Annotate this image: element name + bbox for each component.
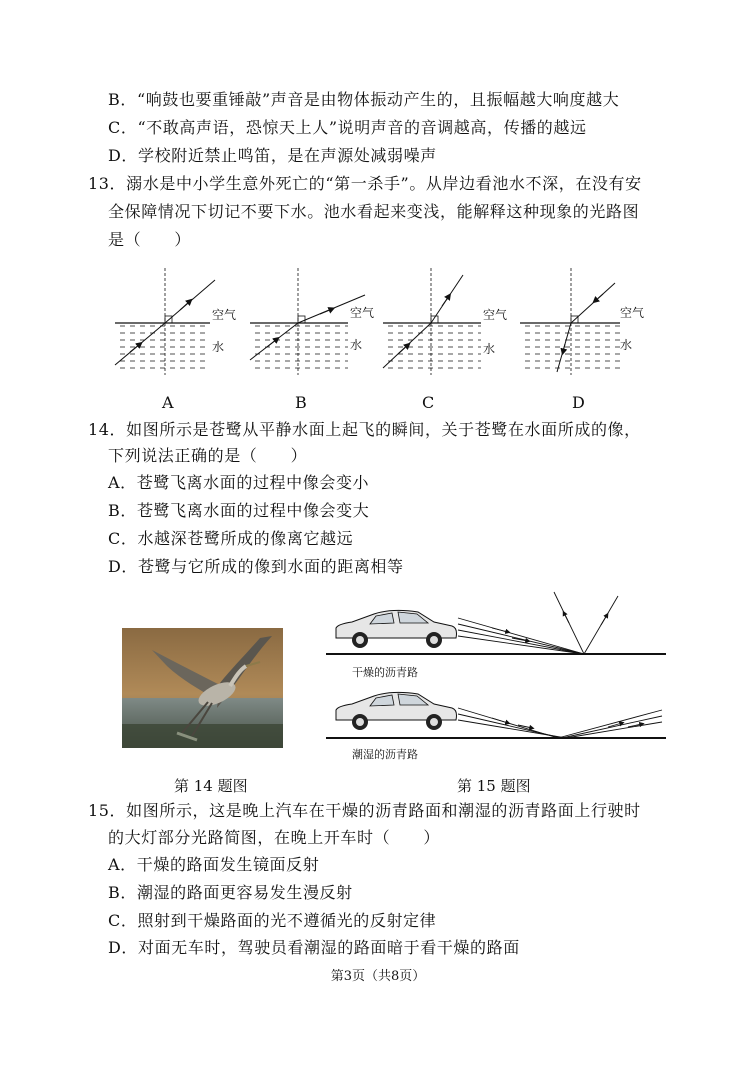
q13-stem-line1: 13．溺水是中小学生意外死亡的“第一杀手”。从岸边看池水不深，在没有安 xyxy=(88,174,642,193)
dry-road-label: 干燥的沥青路 xyxy=(352,666,418,679)
q14-option-a: A．苍鹭飞离水面的过程中像会变小 xyxy=(108,473,370,492)
q13-label-a: A xyxy=(162,393,175,412)
q14-stem-line1: 14．如图所示是苍鹭从平静水面上起飞的瞬间，关于苍鹭在水面所成的像， xyxy=(88,420,641,439)
q13-c-air-label: 空气 xyxy=(483,308,508,322)
figure-14-caption: 第 14 题图 xyxy=(174,777,248,795)
q13-a-water-label: 水 xyxy=(212,340,225,354)
q13-diagram-d xyxy=(515,260,645,385)
q13-d-water-label: 水 xyxy=(620,338,633,352)
q12-option-c: C．“不敢高声语，恐惊天上人”说明声音的音调越高，传播的越远 xyxy=(108,118,587,137)
q13-label-b: B xyxy=(295,393,308,412)
car-icon-top xyxy=(336,610,457,648)
q15-stem-line1: 15．如图所示，这是晚上汽车在干燥的沥青路面和潮湿的沥青路面上行驶时 xyxy=(88,801,641,820)
page-footer: 第3页（共8页） xyxy=(330,969,426,984)
q13-diagram-b xyxy=(245,260,375,385)
q14-option-d: D．苍鹭与它所成的像到水面的距离相等 xyxy=(108,557,404,576)
q15-option-c: C．照射到干燥路面的光不遵循光的反射定律 xyxy=(108,911,437,930)
q13-d-air-label: 空气 xyxy=(620,306,645,320)
car-icon-bottom xyxy=(336,692,457,730)
q12-option-b: B．“响鼓也要重锤敲”声音是由物体振动产生的，且振幅越大响度越大 xyxy=(108,90,620,109)
q13-stem-line3: 是（ ） xyxy=(108,230,192,249)
q15-option-d: D．对面无车时，驾驶员看潮湿的路面暗于看干燥的路面 xyxy=(108,938,520,957)
q14-option-c: C．水越深苍鹭所成的像离它越远 xyxy=(108,529,354,548)
q13-b-air-label: 空气 xyxy=(350,306,375,320)
q14-stem-line2: 下列说法正确的是（ ） xyxy=(108,446,308,465)
q13-label-c: C xyxy=(422,393,435,412)
q12-option-d: D．学校附近禁止鸣笛，是在声源处减弱噪声 xyxy=(108,146,437,165)
q15-stem-line2: 的大灯部分光路简图，在晚上开车时（ ） xyxy=(108,828,441,847)
q15-option-b: B．潮湿的路面更容易发生漫反射 xyxy=(108,883,353,902)
q13-label-d: D xyxy=(572,393,586,412)
q13-c-water-label: 水 xyxy=(483,342,496,356)
wet-road-label: 潮湿的沥青路 xyxy=(352,748,418,761)
q13-a-air-label: 空气 xyxy=(212,308,237,322)
q13-stem-line2: 全保障情况下切记不要下水。池水看起来变浅，能解释这种现象的光路图 xyxy=(108,202,640,221)
heron-photo xyxy=(122,628,283,748)
q13-b-water-label: 水 xyxy=(350,338,363,352)
q14-option-b: B．苍鹭飞离水面的过程中像会变大 xyxy=(108,501,370,520)
figure-15-caption: 第 15 题图 xyxy=(457,777,531,795)
q15-option-a: A．干燥的路面发生镜面反射 xyxy=(108,855,320,874)
